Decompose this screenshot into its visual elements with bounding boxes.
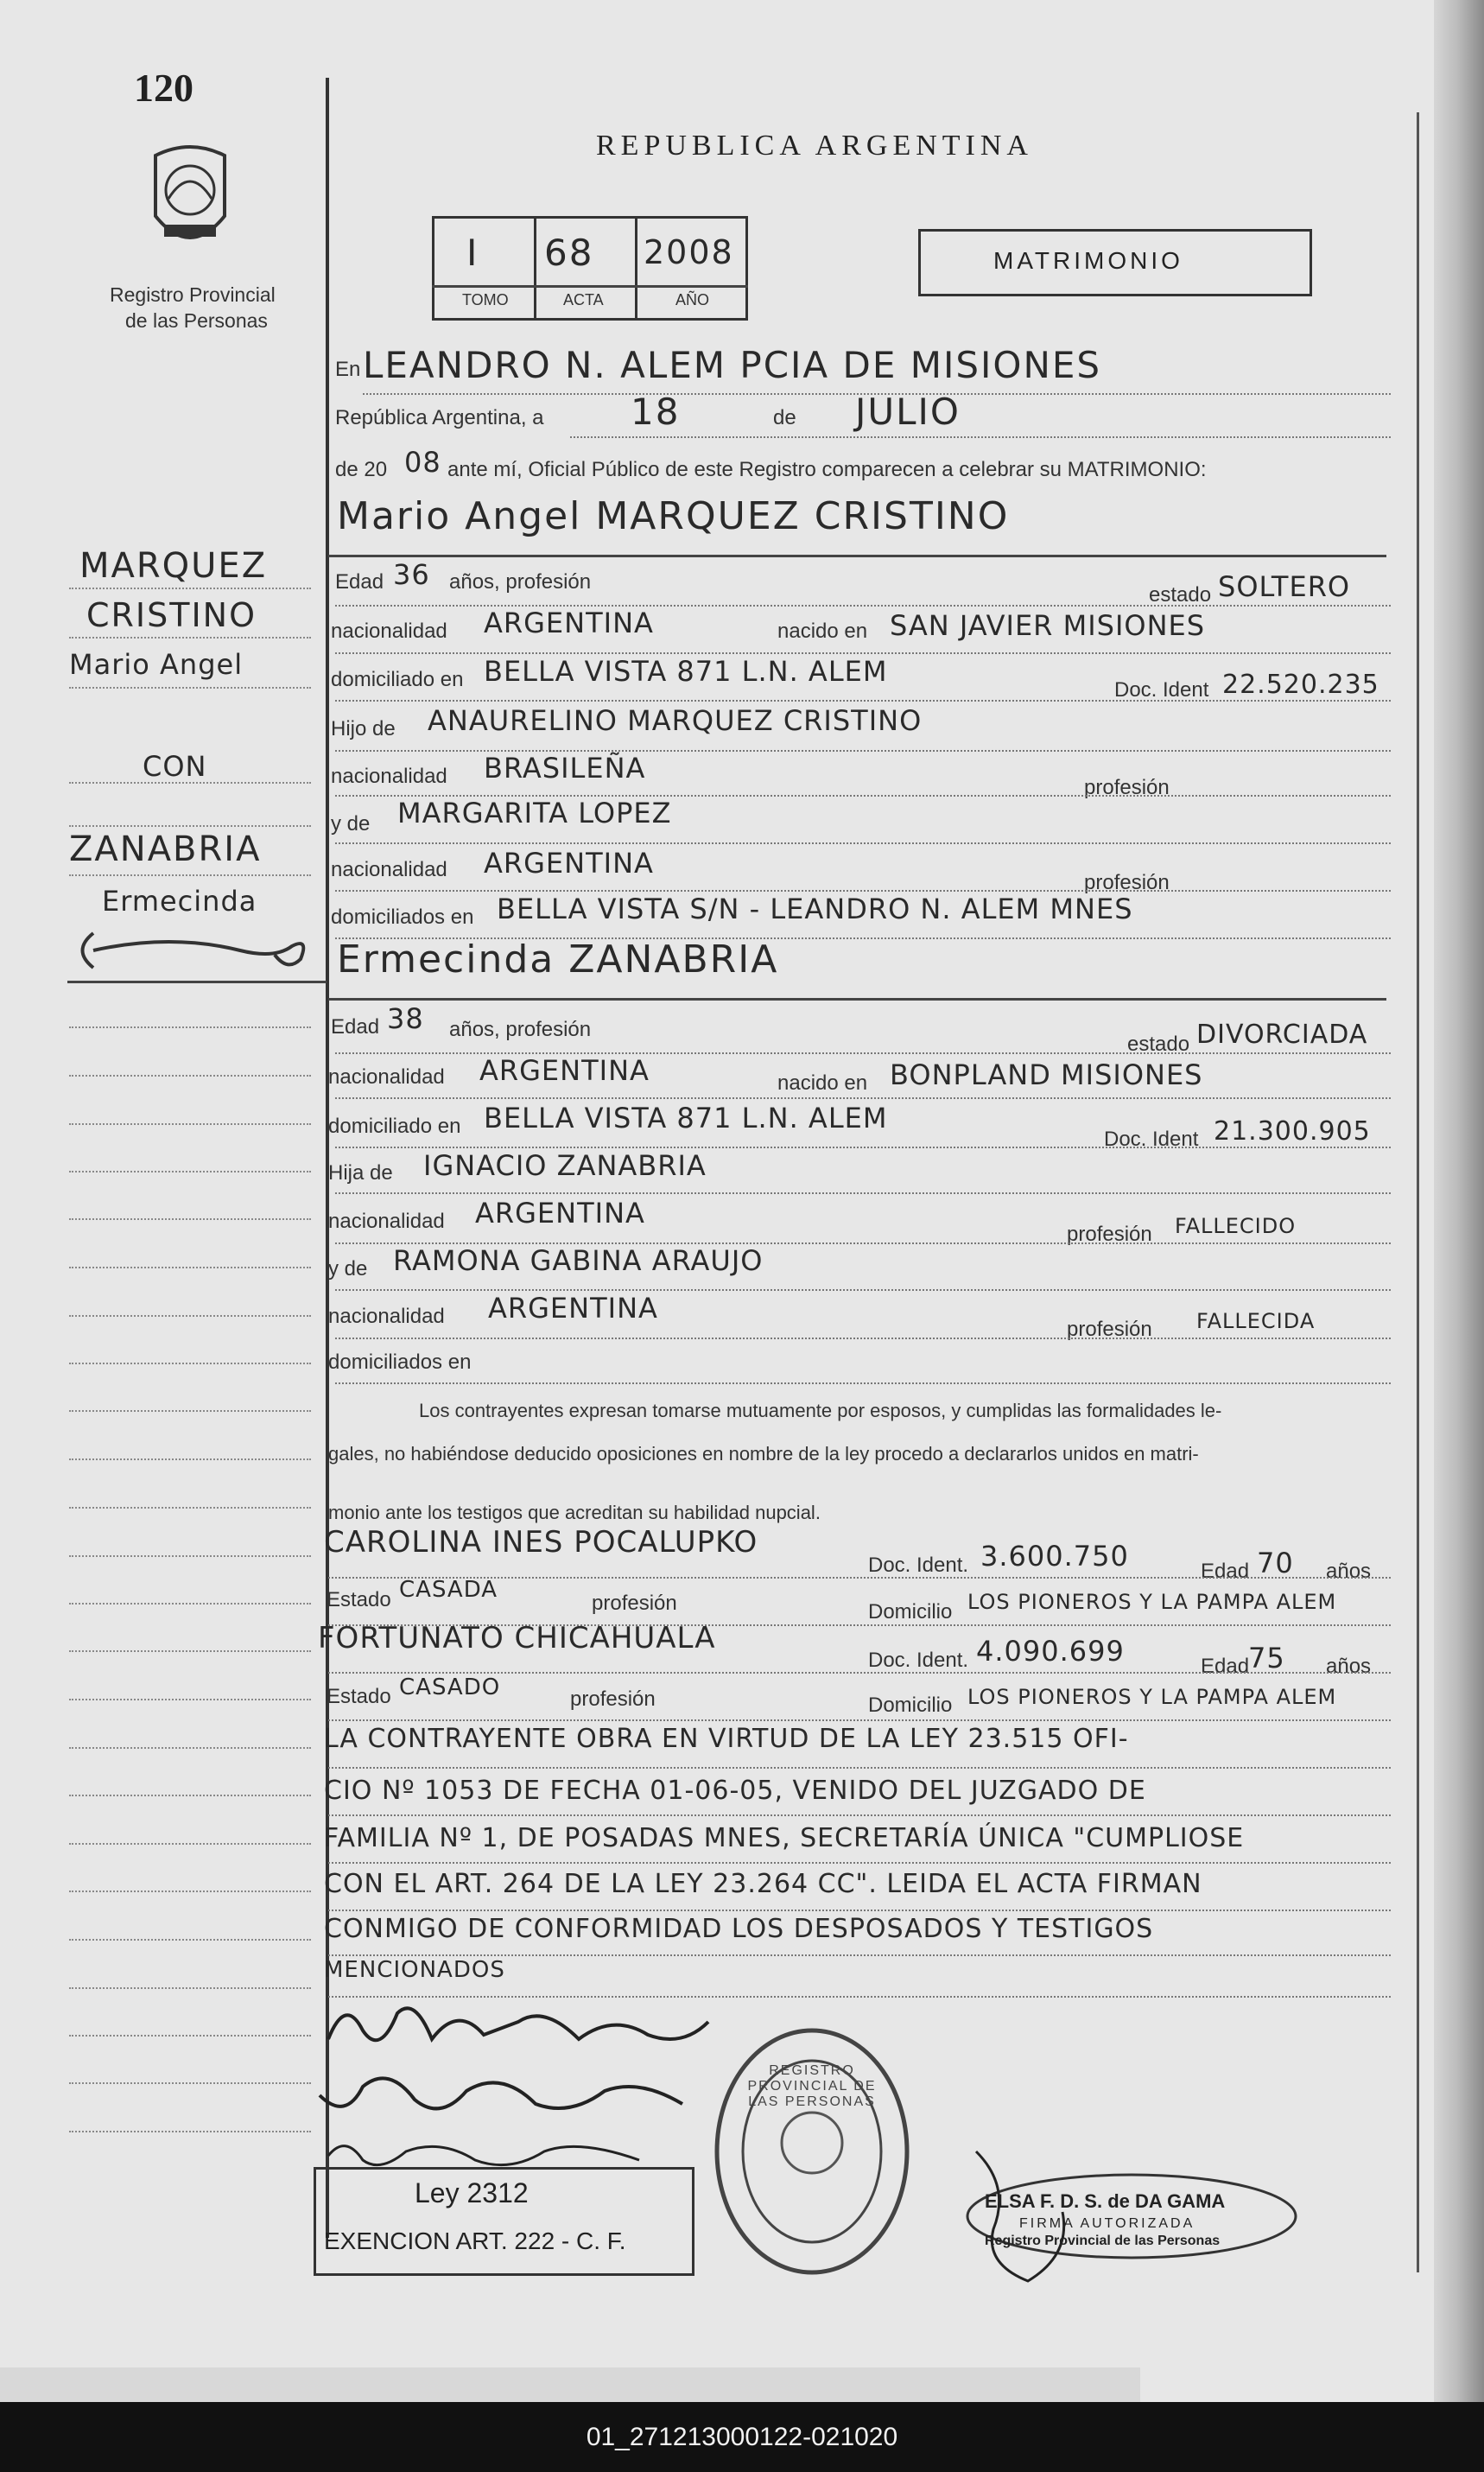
witness1-domicilio: LOS PIONEROS Y LA PAMPA ALEM — [967, 1590, 1337, 1614]
intro-text: ante mí, Oficial Público de este Registro comparecen a celebrar su MATRIMONIO: — [447, 458, 1207, 481]
bride-edad-label: Edad — [331, 1015, 380, 1039]
groom-edad: 36 — [393, 558, 430, 591]
groom-father-nac: BRASILEÑA — [484, 752, 646, 785]
signature-bride-icon — [311, 2061, 691, 2130]
groom-father-prof-label: profesión — [1084, 776, 1170, 799]
record-type: MATRIMONIO — [993, 247, 1183, 274]
groom-domicilio: BELLA VISTA 871 L.N. ALEM — [484, 655, 888, 688]
acta-value: 68 — [544, 232, 594, 274]
registry-line2: de las Personas — [125, 309, 268, 332]
note-line: LA CONTRAYENTE OBRA EN VIRTUD DE LA LEY 23.515 OFI- — [324, 1724, 1129, 1754]
groom-parents-dom: BELLA VISTA S/N - LEANDRO N. ALEM MNES — [497, 893, 1133, 925]
en-label: En — [335, 358, 361, 381]
right-border — [1417, 112, 1419, 2272]
witness2-dom-label: Domicilio — [868, 1694, 953, 1717]
bride-edad: 38 — [387, 1002, 424, 1035]
witness2-edad-label: Edad — [1201, 1655, 1250, 1678]
witness1-doc: 3.600.750 — [980, 1540, 1129, 1573]
declaration-line2: gales, no habiéndose deducido oposiciones en nombre de la ley procedo a declararlos unidos en matri- — [328, 1443, 1199, 1465]
tomo-value: I — [466, 232, 479, 274]
note-line: MENCIONADOS — [324, 1957, 505, 1983]
declaration-line3: monio ante los testigos que acreditan su habilidad nupcial. — [328, 1502, 821, 1523]
witness1-prof-label: profesión — [592, 1592, 677, 1615]
witness2-estado: CASADO — [399, 1674, 501, 1700]
bride-father: IGNACIO ZANABRIA — [423, 1149, 707, 1182]
bride-father-nac-label: nacionalidad — [328, 1210, 445, 1233]
bride-anos-profesion: años, profesión — [449, 1018, 592, 1041]
note-line: FAMILIA Nº 1, DE POSADAS MNES, SECRETARÍA ÚNICA "CUMPLIOSE — [324, 1823, 1245, 1853]
groom-nac-label: nacionalidad — [331, 620, 447, 643]
bride-estado: DIVORCIADA — [1196, 1020, 1368, 1050]
groom-doc: 22.520.235 — [1222, 670, 1379, 700]
witness1-dom-label: Domicilio — [868, 1600, 953, 1624]
note-line: CON EL ART. 264 DE LA LEY 23.264 CC". LEIDA EL ACTA FIRMAN — [324, 1869, 1202, 1899]
groom-yde-label: y de — [331, 812, 371, 836]
witness2-prof-label: profesión — [570, 1687, 656, 1711]
margin-bride-surname: ZANABRIA — [69, 829, 262, 869]
bride-doc-label: Doc. Ident — [1104, 1128, 1199, 1151]
ley-stamp-line2: EXENCION ART. 222 - C. F. — [324, 2227, 626, 2254]
bride-mother-nac: ARGENTINA — [488, 1292, 658, 1325]
bride-nacido-label: nacido en — [777, 1071, 868, 1095]
ley-stamp-line1: Ley 2312 — [415, 2177, 529, 2208]
groom-nacido-label: nacido en — [777, 620, 868, 643]
groom-nacido: SAN JAVIER MISIONES — [890, 609, 1206, 642]
country-title: REPUBLICA ARGENTINA — [596, 130, 1033, 162]
witness2-domicilio: LOS PIONEROS Y LA PAMPA ALEM — [967, 1685, 1337, 1709]
bride-mother-prof: FALLECIDA — [1196, 1309, 1316, 1333]
witness1-estado: CASADA — [399, 1577, 498, 1603]
groom-edad-label: Edad — [335, 570, 384, 594]
groom-mother-nac-label: nacionalidad — [331, 858, 447, 881]
bride-nacido: BONPLAND MISIONES — [890, 1058, 1203, 1091]
witness2-anos: años — [1326, 1655, 1372, 1678]
bride-hija-label: Hija de — [328, 1161, 393, 1185]
groom-mother: MARGARITA LOPEZ — [397, 797, 672, 829]
note-line: CIO Nº 1053 DE FECHA 01-06-05, VENIDO DEL JUZGADO DE — [324, 1776, 1146, 1806]
note-line: CONMIGO DE CONFORMIDAD LOS DESPOSADOS Y TESTIGOS — [324, 1914, 1154, 1944]
registry-seal-icon — [708, 2022, 916, 2281]
witness1-name: CAROLINA INES POCALUPKO — [324, 1525, 758, 1560]
bride-yde-label: y de — [328, 1257, 368, 1280]
month: JULIO — [855, 391, 961, 433]
margin-con: CON — [143, 750, 207, 783]
groom-doc-label: Doc. Ident — [1114, 678, 1209, 702]
groom-father-nac-label: nacionalidad — [331, 765, 447, 788]
bride-father-prof-label: profesión — [1067, 1223, 1152, 1246]
bride-domicilio: BELLA VISTA 871 L.N. ALEM — [484, 1102, 888, 1134]
groom-anos-profesion: años, profesión — [449, 570, 592, 594]
file-id-footer: 01_271213000122-021020 — [0, 2402, 1484, 2472]
witness2-estado-label: Estado — [327, 1685, 391, 1708]
section-divider-groom — [328, 555, 1386, 557]
section-divider-bride — [328, 998, 1386, 1001]
registry-line1: Registro Provincial — [110, 283, 276, 306]
bride-mother-nac-label: nacionalidad — [328, 1305, 445, 1328]
flourish-icon — [67, 925, 318, 976]
bride-nac-label: nacionalidad — [328, 1065, 445, 1089]
witness1-anos: años — [1326, 1560, 1372, 1583]
official-stamp-line3: Registro Provincial de las Personas — [985, 2234, 1221, 2248]
book-binding — [1434, 0, 1484, 2402]
year-suffix: 08 — [404, 446, 441, 479]
margin-groom-surname2: CRISTINO — [86, 596, 257, 634]
witness2-edad: 75 — [1248, 1642, 1285, 1674]
witness1-edad: 70 — [1257, 1547, 1294, 1579]
year-prefix: de 20 — [335, 458, 388, 481]
bride-mother: RAMONA GABINA ARAUJO — [393, 1244, 764, 1277]
groom-doms-label: domiciliados en — [331, 906, 474, 929]
page-edge — [0, 2367, 1140, 2402]
groom-dom-label: domiciliado en — [331, 668, 464, 691]
official-stamp-line1: ELSA F. D. S. de DA GAMA — [985, 2190, 1226, 2212]
witness1-estado-label: Estado — [327, 1588, 391, 1611]
bride-doms-label: domiciliados en — [328, 1350, 472, 1374]
day: 18 — [631, 391, 681, 433]
groom-father: ANAURELINO MARQUEZ CRISTINO — [428, 704, 923, 737]
groom-mother-prof-label: profesión — [1084, 871, 1170, 894]
margin-divider-line — [67, 981, 327, 983]
registry-seal-text: REGISTRO PROVINCIAL DE LAS PERSONAS — [747, 2063, 877, 2109]
anio-label: AÑO — [675, 291, 710, 308]
bride-father-nac: ARGENTINA — [475, 1197, 645, 1230]
anio-value: 2008 — [644, 233, 734, 271]
de-label: de — [773, 406, 796, 429]
bride-nacionalidad: ARGENTINA — [479, 1054, 650, 1087]
bride-name: Ermecinda ZANABRIA — [337, 937, 779, 982]
acta-label: ACTA — [563, 291, 604, 308]
groom-estado-label: estado — [1149, 583, 1212, 607]
bride-father-prof: FALLECIDO — [1175, 1214, 1297, 1238]
groom-mother-nac: ARGENTINA — [484, 847, 654, 880]
witness1-doc-label: Doc. Ident. — [868, 1554, 969, 1577]
groom-estado: SOLTERO — [1218, 570, 1351, 603]
bride-mother-prof-label: profesión — [1067, 1318, 1152, 1341]
witness2-name: FORTUNATO CHICAHUALA — [318, 1621, 716, 1655]
margin-groom-surname1: MARQUEZ — [79, 546, 268, 586]
margin-bride-names: Ermecinda — [102, 885, 257, 918]
bride-estado-label: estado — [1127, 1033, 1190, 1056]
official-signature-icon — [959, 2134, 1132, 2290]
place: LEANDRO N. ALEM PCIA DE MISIONES — [363, 344, 1102, 386]
republica-label: República Argentina, a — [335, 406, 544, 429]
groom-name: Mario Angel MARQUEZ CRISTINO — [337, 494, 1010, 538]
margin-groom-names: Mario Angel — [69, 648, 244, 681]
bride-doc: 21.300.905 — [1214, 1116, 1371, 1147]
official-stamp-line2: FIRMA AUTORIZADA — [1019, 2216, 1195, 2231]
witness2-doc-label: Doc. Ident. — [868, 1649, 969, 1672]
groom-nacionalidad: ARGENTINA — [484, 607, 654, 639]
bride-dom-label: domiciliado en — [328, 1115, 461, 1138]
page-number: 120 — [134, 66, 193, 110]
witness2-doc: 4.090.699 — [976, 1635, 1125, 1668]
declaration-line1: Los contrayentes expresan tomarse mutuamente por esposos, y cumplidas las formalidades le- — [419, 1400, 1222, 1421]
witness1-edad-label: Edad — [1201, 1560, 1250, 1583]
tomo-label: TOMO — [462, 291, 509, 308]
groom-hijo-label: Hijo de — [331, 717, 396, 740]
signature-groom-icon — [320, 1987, 717, 2065]
coat-of-arms-icon — [138, 138, 242, 268]
